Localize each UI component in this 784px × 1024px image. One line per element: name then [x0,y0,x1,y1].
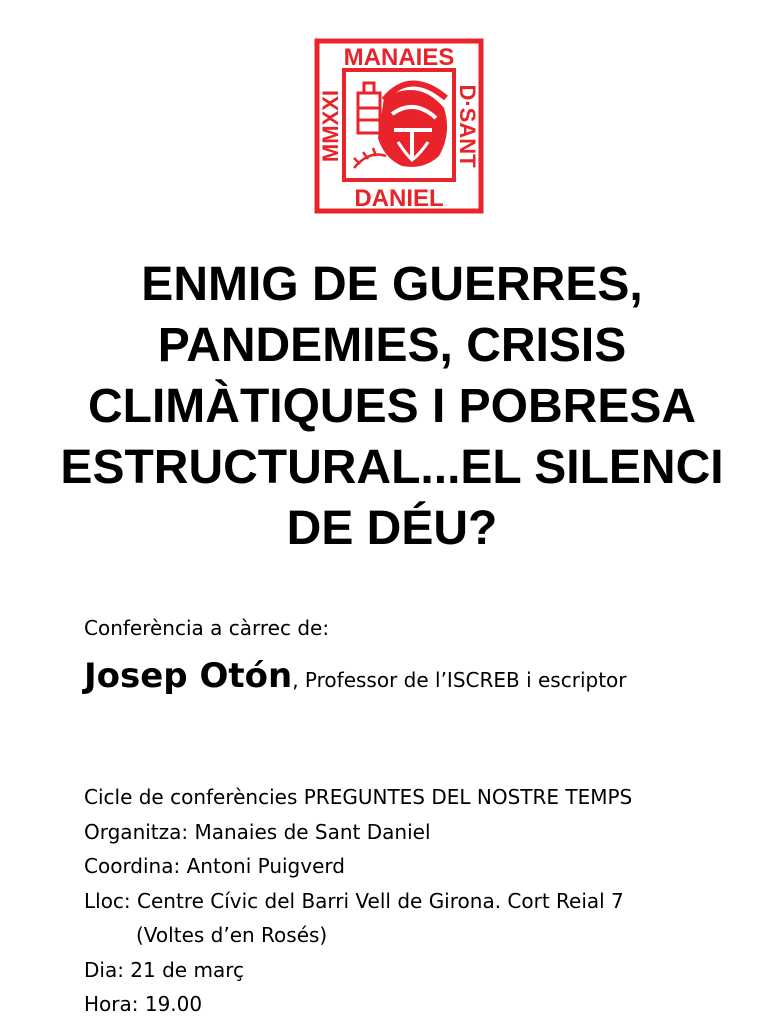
logo-text-left: MMXXI [318,89,343,163]
detail-time: Hora: 19.00 [84,992,203,1016]
detail-location: Lloc: Centre Cívic del Barri Vell de Girona. Cort Reial 7 [84,888,624,913]
conference-intro: Conferència a càrrec de: [84,616,330,640]
title-line: PANDEMIES, CRISIS [157,319,627,372]
logo-text-top: MANAIES [343,44,455,71]
speaker-role: , Professor de l’ISCREB i escriptor [292,668,627,692]
event-title [0,254,784,559]
tower-illustration [358,83,380,133]
detail-coordinator: Coordina: Antoni Puigverd [84,854,345,878]
detail-cycle: Cicle de conferències PREGUNTES DEL NOSTRE TEMPS [84,785,633,809]
title-line: CLIMÀTIQUES I POBRESA [87,380,697,433]
roman-helmet-illustration [378,83,447,166]
event-details [84,780,632,1022]
detail-organizer: Organitza: Manaies de Sant Daniel [84,819,431,844]
title-line: DE DÉU? [286,502,498,555]
logo-text-bottom: DANIEL [354,185,444,212]
title-line: ENMIG DE GUERRES, [141,258,643,311]
laurel-illustration [354,148,386,168]
title-line: ESTRUCTURAL...EL SILENCI [60,441,724,494]
speaker [84,656,627,696]
manaies-logo [314,38,484,214]
detail-date: Dia: 21 de març [84,957,244,982]
logo-text-right: D·SANT [455,84,480,168]
speaker-name: Josep Otón [84,656,293,696]
detail-location-extra: (Voltes d’en Rosés) [136,923,328,947]
manaies-logo-graphic [314,38,484,214]
